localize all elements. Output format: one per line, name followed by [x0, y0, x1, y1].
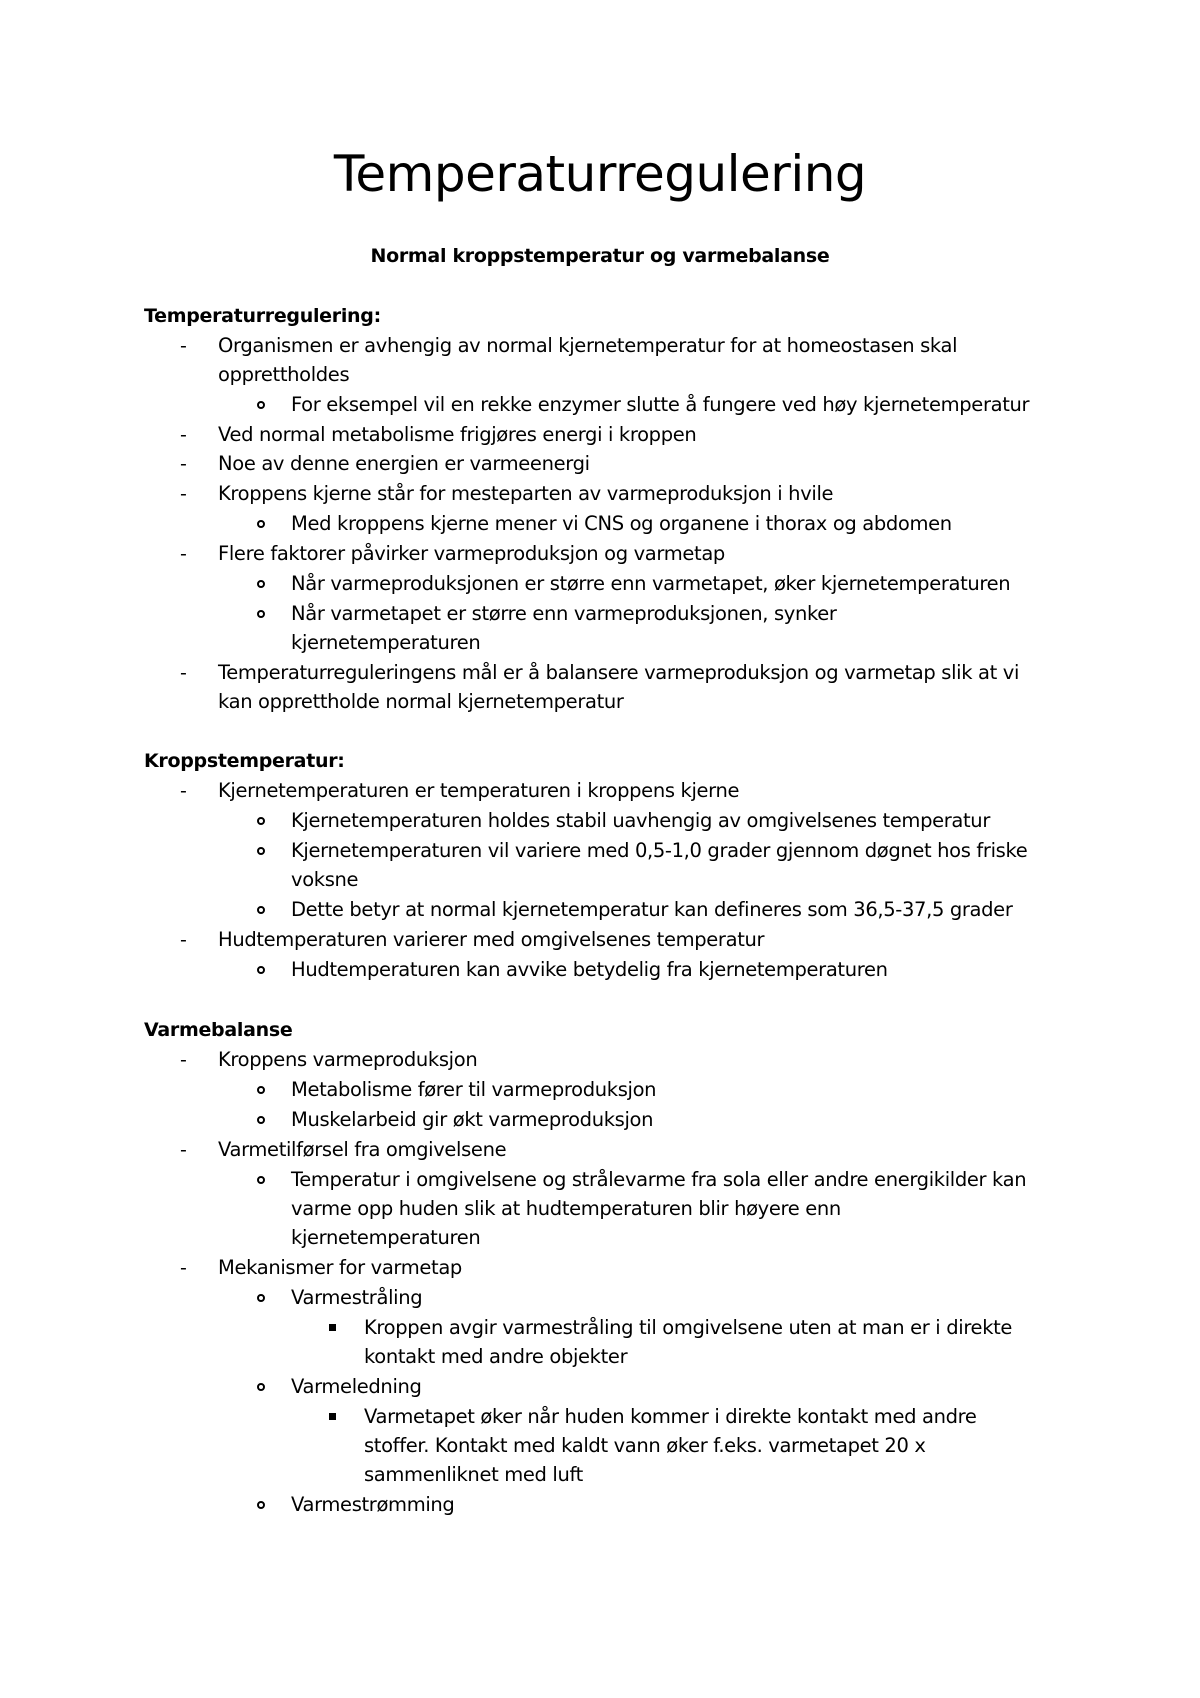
dash-bullet: - — [180, 543, 187, 565]
list-item: Varmestråling — [291, 1286, 423, 1309]
list-item-continuation: kontakt med andre objekter — [364, 1345, 628, 1368]
circle-bullet-icon — [257, 1086, 265, 1094]
section-heading: Temperaturregulering: — [144, 305, 381, 327]
list-item-continuation: varme opp huden slik at hudtemperaturen blir høyere enn — [291, 1197, 841, 1220]
circle-bullet-icon — [257, 817, 265, 825]
list-item-continuation: opprettholdes — [218, 363, 350, 386]
list-item-continuation: voksne — [291, 868, 359, 891]
dash-bullet: - — [180, 483, 187, 505]
circle-bullet-icon — [257, 1383, 265, 1391]
circle-bullet-icon — [257, 1176, 265, 1184]
list-item: Kroppen avgir varmestråling til omgivelsene uten at man er i direkte — [364, 1316, 1013, 1339]
circle-bullet-icon — [257, 906, 265, 914]
list-item-continuation: sammenliknet med luft — [364, 1463, 583, 1486]
list-item: Kroppens varmeproduksjon — [218, 1048, 478, 1071]
circle-bullet-icon — [257, 847, 265, 855]
list-item: Når varmetapet er større enn varmeproduksjonen, synker — [291, 602, 837, 625]
dash-bullet: - — [180, 1139, 187, 1161]
list-item: Hudtemperaturen kan avvike betydelig fra kjernetemperaturen — [291, 958, 888, 981]
list-item: Mekanismer for varmetap — [218, 1256, 462, 1279]
list-item: Ved normal metabolisme frigjøres energi i kroppen — [218, 423, 697, 446]
list-item: Hudtemperaturen varierer med omgivelsenes temperatur — [218, 928, 765, 951]
square-bullet-icon — [329, 1324, 336, 1331]
list-item: Varmeledning — [291, 1375, 422, 1398]
list-item-continuation: kjernetemperaturen — [291, 1226, 481, 1249]
dash-bullet: - — [180, 780, 187, 802]
list-item: Temperatur i omgivelsene og strålevarme fra sola eller andre energikilder kan — [291, 1168, 1027, 1191]
list-item: Muskelarbeid gir økt varmeproduksjon — [291, 1108, 654, 1131]
list-item: Kjernetemperaturen holdes stabil uavhengig av omgivelsenes temperatur — [291, 809, 990, 832]
list-item-continuation: stoffer. Kontakt med kaldt vann øker f.eks. varmetapet 20 x — [364, 1434, 926, 1457]
list-item-continuation: kan opprettholde normal kjernetemperatur — [218, 690, 624, 713]
list-item: Metabolisme fører til varmeproduksjon — [291, 1078, 657, 1101]
circle-bullet-icon — [257, 580, 265, 588]
circle-bullet-icon — [257, 401, 265, 409]
dash-bullet: - — [180, 453, 187, 475]
circle-bullet-icon — [257, 1294, 265, 1302]
dash-bullet: - — [180, 424, 187, 446]
list-item: Noe av denne energien er varmeenergi — [218, 452, 590, 475]
section-heading: Kroppstemperatur: — [144, 750, 345, 772]
dash-bullet: - — [180, 1049, 187, 1071]
list-item: For eksempel vil en rekke enzymer slutte å fungere ved høy kjernetemperatur — [291, 393, 1030, 416]
list-item: Kroppens kjerne står for mesteparten av varmeproduksjon i hvile — [218, 482, 834, 505]
dash-bullet: - — [180, 929, 187, 951]
document-subtitle: Normal kroppstemperatur og varmebalanse — [370, 245, 830, 267]
section-heading: Varmebalanse — [144, 1019, 293, 1041]
circle-bullet-icon — [257, 610, 265, 618]
circle-bullet-icon — [257, 966, 265, 974]
list-item: Kjernetemperaturen er temperaturen i kroppens kjerne — [218, 779, 740, 802]
list-item: Flere faktorer påvirker varmeproduksjon og varmetap — [218, 542, 725, 565]
list-item: Temperaturreguleringens mål er å balansere varmeproduksjon og varmetap slik at vi — [218, 661, 1020, 684]
circle-bullet-icon — [257, 520, 265, 528]
circle-bullet-icon — [257, 1501, 265, 1509]
list-item: Når varmeproduksjonen er større enn varmetapet, øker kjernetemperaturen — [291, 572, 1011, 595]
dash-bullet: - — [180, 662, 187, 684]
list-item: Kjernetemperaturen vil variere med 0,5-1,0 grader gjennom døgnet hos friske — [291, 839, 1028, 862]
circle-bullet-icon — [257, 1116, 265, 1124]
square-bullet-icon — [329, 1413, 336, 1420]
list-item: Dette betyr at normal kjernetemperatur kan defineres som 36,5-37,5 grader — [291, 898, 1013, 921]
dash-bullet: - — [180, 1257, 187, 1279]
list-item: Med kroppens kjerne mener vi CNS og organene i thorax og abdomen — [291, 512, 952, 535]
dash-bullet: - — [180, 335, 187, 357]
list-item: Varmestrømming — [291, 1493, 455, 1516]
list-item-continuation: kjernetemperaturen — [291, 631, 481, 654]
list-item: Varmetilførsel fra omgivelsene — [218, 1138, 507, 1161]
list-item: Varmetapet øker når huden kommer i direkte kontakt med andre — [364, 1405, 977, 1428]
document-title: Temperaturregulering — [333, 145, 867, 203]
list-item: Organismen er avhengig av normal kjernetemperatur for at homeostasen skal — [218, 334, 958, 357]
